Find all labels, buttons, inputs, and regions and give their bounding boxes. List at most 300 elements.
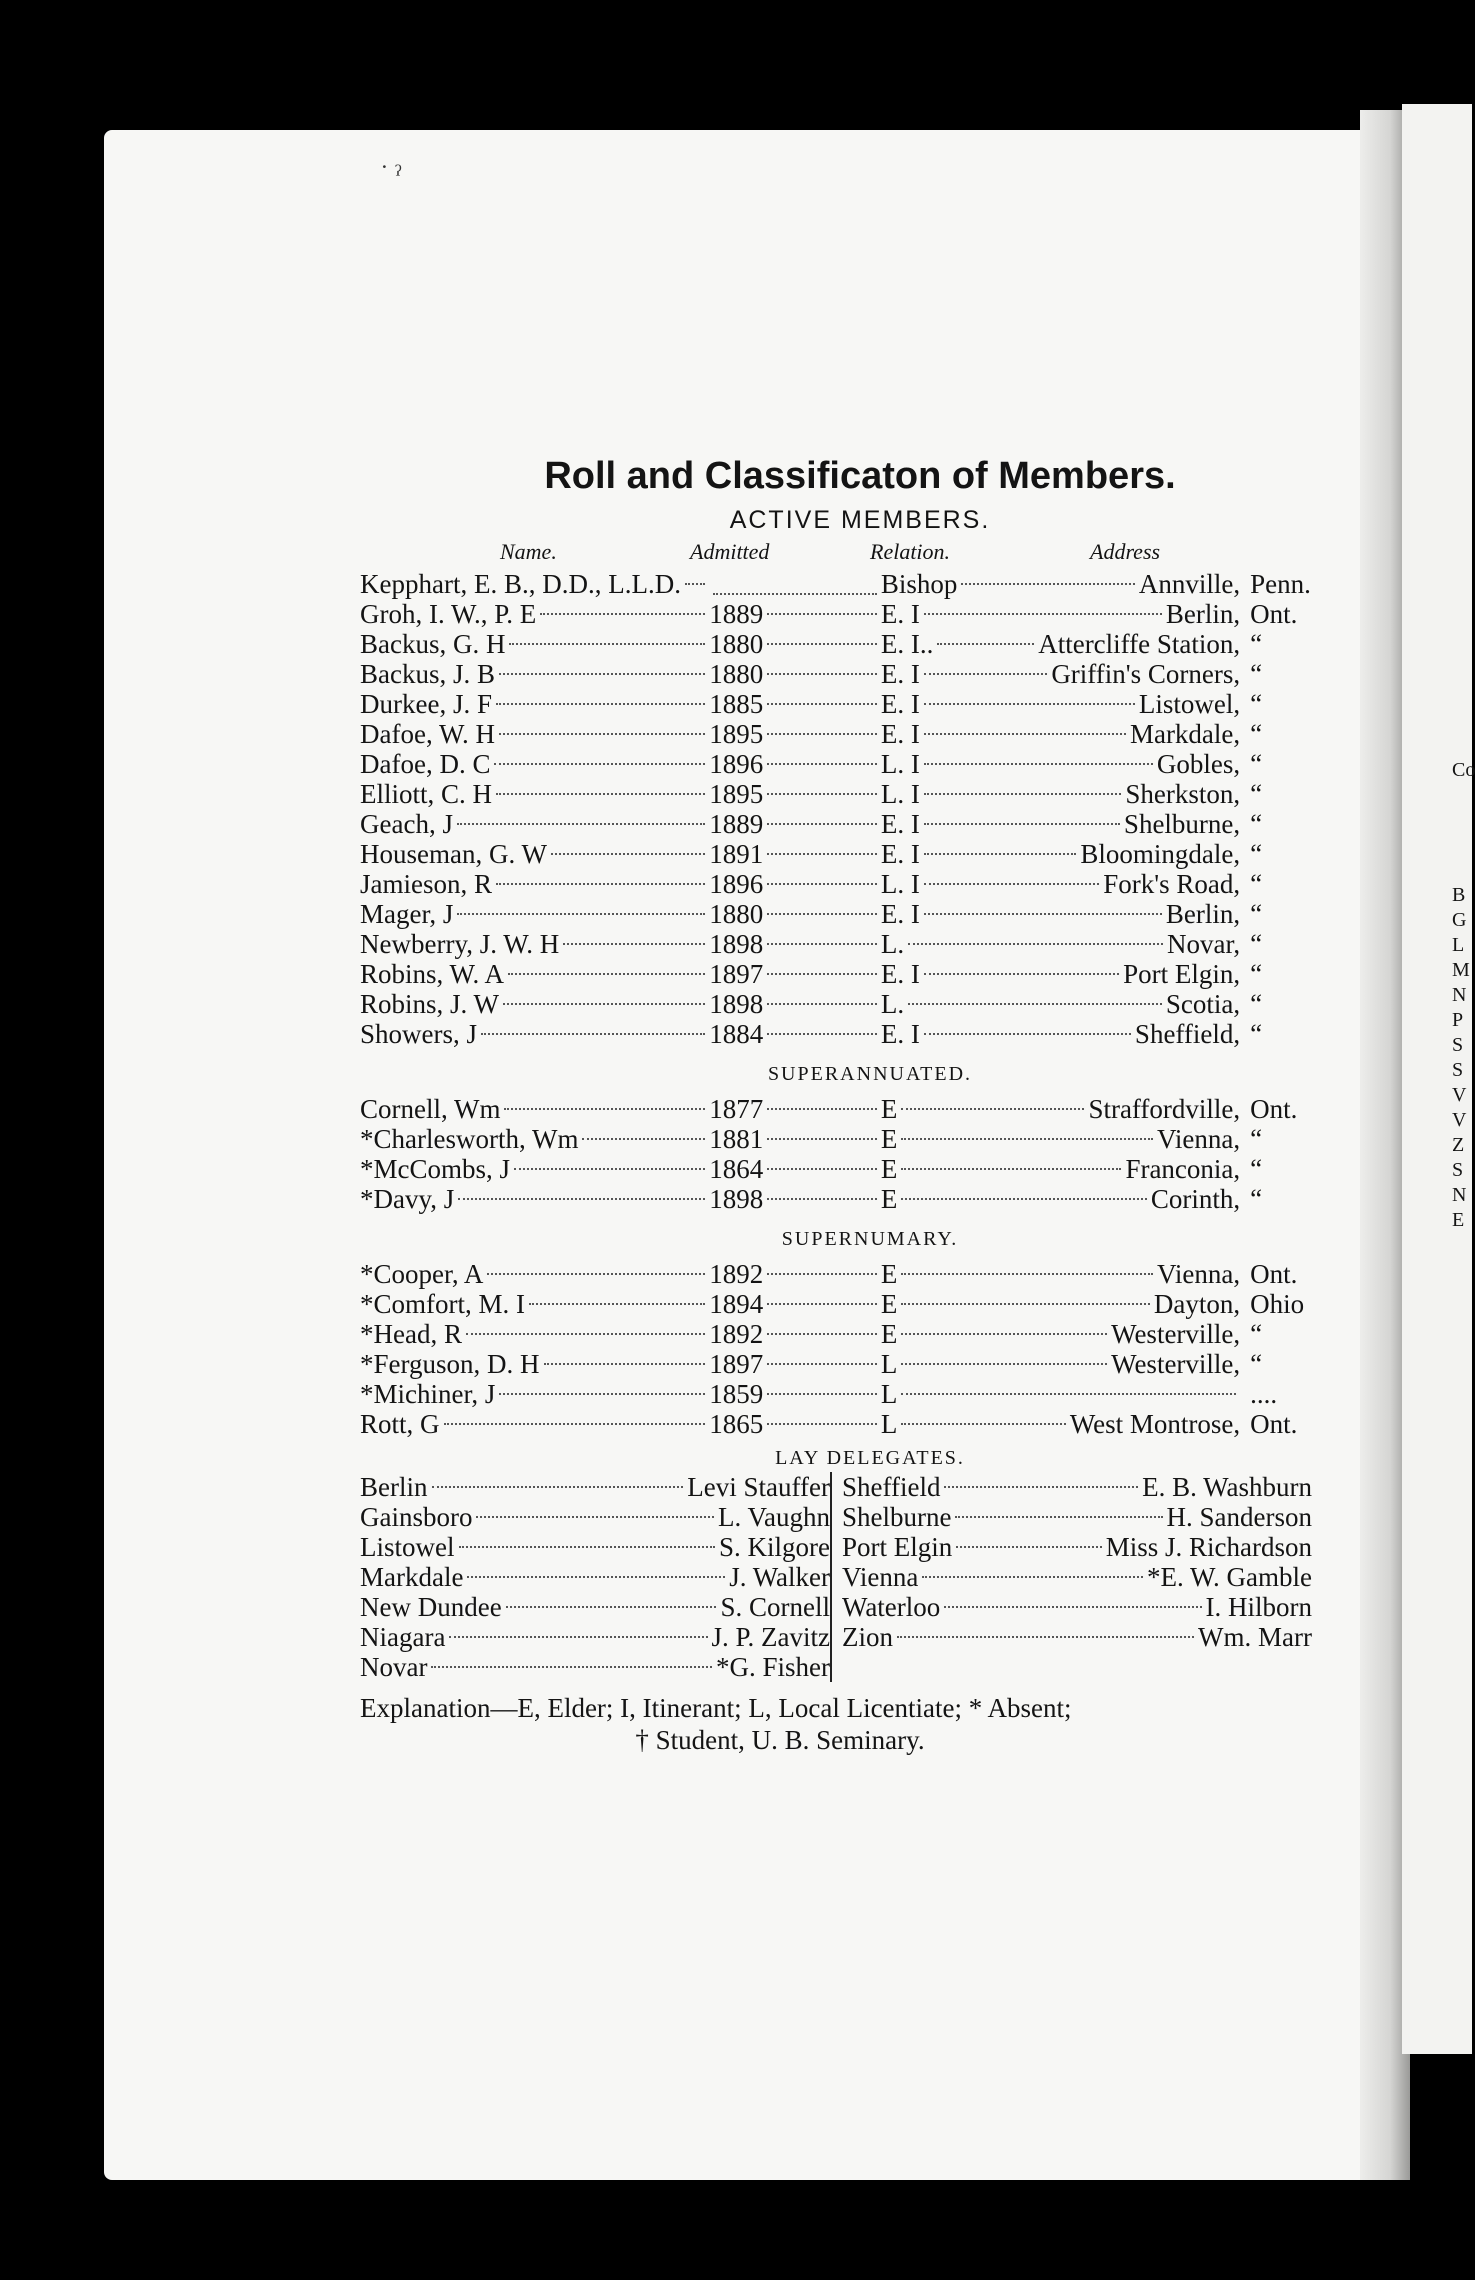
delegate-place: Berlin (360, 1472, 428, 1502)
adjacent-page-letter: V (1452, 1084, 1467, 1106)
member-address: Fork's Road, (1103, 869, 1241, 899)
leader-dots (767, 853, 877, 855)
member-relation: L. I (880, 749, 920, 779)
delegate-place: Shelburne (842, 1502, 952, 1532)
member-admitted-cell (709, 809, 881, 839)
member-admitted-cell (709, 1289, 881, 1319)
member-address: Novar, (1167, 929, 1241, 959)
delegate-place: Gainsboro (360, 1502, 473, 1532)
member-admitted-cell (709, 719, 881, 749)
member-name-cell (360, 689, 709, 719)
leader-dots (944, 1486, 1138, 1488)
member-row (360, 1409, 1320, 1439)
member-relation-address-cell (881, 1379, 1240, 1409)
member-region: “ (1250, 989, 1263, 1019)
member-admitted: 1880 (709, 899, 764, 929)
leader-dots (901, 1423, 1065, 1425)
superannuated-list (360, 1094, 1320, 1214)
member-admitted: 1864 (709, 1154, 764, 1184)
member-address: West Montrose, (1069, 1409, 1241, 1439)
leader-dots (924, 823, 1120, 825)
member-address: Vienna, (1157, 1124, 1241, 1154)
member-admitted-cell (709, 1349, 881, 1379)
member-address: Straffordville, (1088, 1094, 1241, 1124)
adjacent-page-letter: B (1452, 884, 1466, 906)
leader-dots (901, 1393, 1236, 1395)
delegate-place: Novar (360, 1652, 428, 1682)
delegate-name: Wm. Marr (1198, 1622, 1312, 1652)
member-admitted: 1895 (709, 719, 764, 749)
leader-dots (901, 1138, 1153, 1140)
member-admitted: 1892 (709, 1259, 764, 1289)
member-row (360, 1319, 1320, 1349)
leader-dots (767, 913, 877, 915)
member-name: Showers, J (360, 1019, 478, 1049)
member-region: Penn. (1250, 569, 1311, 599)
lay-delegates-heading: LAY DELEGATES. (775, 1447, 965, 1469)
member-name-cell (360, 869, 709, 899)
leader-dots (487, 1273, 705, 1275)
member-name-cell (360, 779, 709, 809)
member-relation-address-cell (881, 1124, 1240, 1154)
member-relation-address-cell (881, 599, 1240, 629)
member-relation: E (880, 1259, 898, 1289)
member-region: “ (1250, 959, 1263, 989)
leader-dots (496, 703, 705, 705)
member-name-cell (360, 1259, 709, 1289)
leader-dots (767, 973, 877, 975)
leader-dots (767, 1393, 877, 1395)
leader-dots (459, 1546, 716, 1548)
member-relation-address-cell (881, 629, 1240, 659)
leader-dots (924, 793, 1122, 795)
member-relation-address-cell (881, 1184, 1240, 1214)
member-relation-address-cell (881, 569, 1240, 599)
adjacent-page-letter: S (1452, 1034, 1464, 1056)
member-relation-address-cell (881, 1019, 1240, 1049)
leader-dots (767, 1363, 877, 1365)
member-row (360, 689, 1320, 719)
leader-dots (503, 1003, 705, 1005)
member-name: Houseman, G. W (360, 839, 547, 869)
member-address: Berlin, (1165, 899, 1241, 929)
member-name: *McCombs, J (360, 1154, 511, 1184)
col-name-header: Name. (500, 539, 557, 564)
member-admitted-cell (709, 749, 881, 779)
member-relation: E. I (880, 1019, 920, 1049)
member-relation: L. (880, 929, 905, 959)
delegate-name: I. Hilborn (1205, 1592, 1312, 1622)
member-row (360, 959, 1320, 989)
adjacent-page-letter: V (1452, 1109, 1467, 1131)
leader-dots (499, 733, 705, 735)
member-name-cell (360, 719, 709, 749)
member-relation: E. I (880, 689, 920, 719)
delegate-place: New Dundee (360, 1592, 502, 1622)
member-region: “ (1250, 689, 1263, 719)
member-address: Bloomingdale, (1080, 839, 1241, 869)
member-row (360, 809, 1320, 839)
delegate-name: E. B. Washburn (1142, 1472, 1312, 1502)
member-name: *Ferguson, D. H (360, 1349, 540, 1379)
leader-dots (767, 883, 877, 885)
leader-dots (767, 1138, 877, 1140)
member-relation: E (880, 1289, 898, 1319)
member-address: Dayton, (1153, 1289, 1241, 1319)
member-relation: L (880, 1349, 898, 1379)
member-relation-address-cell (881, 839, 1240, 869)
leader-dots (924, 673, 1047, 675)
lay-delegate-row (360, 1502, 830, 1532)
leader-dots (924, 853, 1077, 855)
member-row (360, 749, 1320, 779)
member-admitted-cell (709, 1184, 881, 1214)
leader-dots (924, 973, 1119, 975)
member-name-cell (360, 899, 709, 929)
member-address: Attercliffe Station, (1038, 629, 1241, 659)
member-relation-address-cell (881, 689, 1240, 719)
leader-dots (504, 1108, 705, 1110)
member-address: Markdale, (1129, 719, 1241, 749)
adjacent-page-letter: P (1452, 1009, 1464, 1031)
member-admitted: 1885 (709, 689, 764, 719)
leader-dots (767, 943, 877, 945)
member-row (360, 1019, 1320, 1049)
delegate-name: *E. W. Gamble (1147, 1562, 1312, 1592)
leader-dots (540, 613, 705, 615)
leader-dots (955, 1516, 1162, 1518)
member-region: “ (1250, 1019, 1263, 1049)
member-admitted: 1895 (709, 779, 764, 809)
member-admitted: 1865 (709, 1409, 764, 1439)
leader-dots (767, 1198, 877, 1200)
leader-dots (908, 1003, 1162, 1005)
member-address: Westerville, (1111, 1349, 1241, 1379)
member-admitted-cell (709, 1124, 881, 1154)
member-address: Franconia, (1125, 1154, 1241, 1184)
leader-dots (901, 1363, 1107, 1365)
leader-dots (937, 643, 1034, 645)
lay-delegate-row (842, 1562, 1312, 1592)
member-admitted: 1898 (709, 989, 764, 1019)
explanation-line-1: Explanation—E, Elder; I, Itinerant; L, Local Licentiate; * Absent; (360, 1693, 1072, 1723)
member-relation-address-cell (881, 1319, 1240, 1349)
member-name-cell (360, 839, 709, 869)
member-name: Rott, G (360, 1409, 440, 1439)
member-relation: L. I (880, 869, 920, 899)
leader-dots (551, 853, 705, 855)
page-title: Roll and Classificaton of Members. (544, 455, 1176, 497)
adjacent-page-strip (1402, 104, 1475, 2054)
member-region: “ (1250, 749, 1263, 779)
member-admitted-cell (709, 593, 881, 595)
delegate-name: S. Cornell (720, 1592, 830, 1622)
member-name-cell (360, 1184, 709, 1214)
member-region: “ (1250, 839, 1263, 869)
leader-dots (767, 1333, 877, 1335)
delegate-place: Vienna (842, 1562, 919, 1592)
member-name: Kepphart, E. B., D.D., L.L.D. (360, 569, 681, 599)
member-name-cell (360, 1289, 709, 1319)
member-address: Berlin, (1165, 599, 1241, 629)
member-name: Robins, W. A (360, 959, 505, 989)
leader-dots (924, 613, 1162, 615)
delegate-place: Port Elgin (842, 1532, 953, 1562)
member-region: Ont. (1250, 1409, 1298, 1439)
leader-dots (924, 1033, 1131, 1035)
member-region: “ (1250, 1124, 1263, 1154)
member-admitted-cell (709, 599, 881, 629)
leader-dots (901, 1333, 1107, 1335)
member-name-cell (360, 1019, 709, 1049)
column-headers (360, 537, 1320, 569)
leader-dots (767, 1108, 877, 1110)
member-relation: Bishop (880, 569, 958, 599)
member-row (360, 779, 1320, 809)
member-row (360, 629, 1320, 659)
member-address: Sherkston, (1125, 779, 1241, 809)
leader-dots (499, 1393, 705, 1395)
leader-dots (924, 763, 1153, 765)
member-admitted-cell (709, 1259, 881, 1289)
leader-dots (506, 1606, 717, 1608)
member-row (360, 1184, 1320, 1214)
member-admitted: 1896 (709, 869, 764, 899)
member-relation-address-cell (881, 1094, 1240, 1124)
col-admitted-header: Admitted (690, 539, 770, 564)
member-name: *Michiner, J (360, 1379, 496, 1409)
explanation-line-2: † Student, U. B. Seminary. (635, 1725, 925, 1755)
leader-dots (767, 1033, 877, 1035)
member-name: Mager, J (360, 899, 454, 929)
leader-dots (901, 1303, 1150, 1305)
member-name: Robins, J. W (360, 989, 500, 1019)
lay-delegate-row (360, 1622, 830, 1652)
leader-dots (944, 1606, 1201, 1608)
member-row (360, 1349, 1320, 1379)
delegate-place: Niagara (360, 1622, 446, 1652)
lay-delegates-table (360, 1472, 1320, 1682)
lay-delegate-row (842, 1472, 1312, 1502)
member-region: “ (1250, 779, 1263, 809)
member-address: Shelburne, (1123, 809, 1241, 839)
leader-dots (467, 1576, 725, 1578)
member-region: Ont. (1250, 1259, 1298, 1289)
member-relation: E. I (880, 719, 920, 749)
lay-delegates-left-column (360, 1472, 830, 1682)
member-name-cell (360, 1094, 709, 1124)
member-region: “ (1250, 899, 1263, 929)
member-admitted-cell (709, 1154, 881, 1184)
member-region: “ (1250, 929, 1263, 959)
member-relation-address-cell (881, 1289, 1240, 1319)
member-admitted: 1897 (709, 1349, 764, 1379)
col-relation-header: Relation. (870, 539, 951, 564)
member-name: Groh, I. W., P. E (360, 599, 537, 629)
leader-dots (509, 643, 705, 645)
leader-dots (466, 1333, 705, 1335)
leader-dots (767, 1168, 877, 1170)
member-admitted-cell (709, 629, 881, 659)
member-admitted-cell (709, 989, 881, 1019)
supernumary-list (360, 1259, 1320, 1439)
member-admitted: 1892 (709, 1319, 764, 1349)
lay-delegate-row (842, 1502, 1312, 1532)
leader-dots (924, 703, 1135, 705)
member-name-cell (360, 659, 709, 689)
member-name: Geach, J (360, 809, 453, 839)
member-region: Ont. (1250, 1094, 1298, 1124)
leader-dots (901, 1198, 1146, 1200)
member-row (360, 719, 1320, 749)
member-relation: L (880, 1409, 898, 1439)
member-admitted-cell (709, 1094, 881, 1124)
leader-dots (924, 913, 1162, 915)
member-admitted: 1884 (709, 1019, 764, 1049)
member-region: Ont. (1250, 599, 1298, 629)
member-address: Annville, (1138, 569, 1241, 599)
member-region: “ (1250, 1319, 1263, 1349)
member-relation-address-cell (881, 989, 1240, 1019)
leader-dots (767, 613, 877, 615)
leader-dots (908, 943, 1163, 945)
adjacent-page-letter: N (1452, 984, 1467, 1006)
leader-dots (514, 1168, 705, 1170)
member-row (360, 899, 1320, 929)
leader-dots (496, 793, 705, 795)
member-address: Griffin's Corners, (1051, 659, 1241, 689)
leader-dots (499, 673, 705, 675)
member-relation-address-cell (881, 929, 1240, 959)
delegate-name: L. Vaughn (718, 1502, 830, 1532)
member-relation: E. I (880, 659, 920, 689)
leader-dots (496, 883, 705, 885)
member-region: “ (1250, 659, 1263, 689)
member-admitted: 1880 (709, 659, 764, 689)
leader-dots (481, 1033, 705, 1035)
lay-delegate-row (360, 1592, 830, 1622)
member-row (360, 1154, 1320, 1184)
member-admitted-cell (709, 1409, 881, 1439)
member-relation: L. (880, 989, 905, 1019)
member-name: *Cooper, A (360, 1259, 484, 1289)
member-admitted: 1859 (709, 1379, 764, 1409)
adjacent-page-letter: S (1452, 1059, 1464, 1081)
member-row (360, 839, 1320, 869)
supernumary-heading: SUPERNUMARY. (781, 1228, 959, 1250)
lay-delegates-right-column (830, 1472, 1312, 1682)
member-relation: E (880, 1124, 898, 1154)
leader-dots (767, 1303, 877, 1305)
member-relation-address-cell (881, 959, 1240, 989)
member-admitted: 1889 (709, 809, 764, 839)
delegate-place: Waterloo (842, 1592, 941, 1622)
leader-dots (767, 733, 877, 735)
leader-dots (449, 1636, 707, 1638)
stray-pen-mark: ˙ ˀ (380, 160, 402, 189)
member-relation-address-cell (881, 1409, 1240, 1439)
adjacent-page-letter: S (1452, 1159, 1464, 1181)
member-relation: E (880, 1094, 898, 1124)
leader-dots (563, 943, 705, 945)
member-address: Port Elgin, (1123, 959, 1241, 989)
member-admitted: 1880 (709, 629, 764, 659)
member-row (360, 1094, 1320, 1124)
member-relation-address-cell (881, 719, 1240, 749)
adjacent-page-letter: E (1452, 1209, 1465, 1231)
leader-dots (767, 643, 877, 645)
document-page (360, 455, 1320, 1756)
member-name: Dafoe, D. C (360, 749, 491, 779)
leader-dots (476, 1516, 714, 1518)
adjacent-page-letter: Z (1452, 1134, 1465, 1156)
member-relation: E (880, 1319, 898, 1349)
member-row (360, 569, 1320, 599)
leader-dots (901, 1168, 1121, 1170)
member-name-cell (360, 959, 709, 989)
leader-dots (924, 733, 1126, 735)
leader-dots (767, 1273, 877, 1275)
member-region: “ (1250, 869, 1263, 899)
member-admitted-cell (709, 779, 881, 809)
member-region: “ (1250, 719, 1263, 749)
member-admitted-cell (709, 839, 881, 869)
leader-dots (529, 1303, 705, 1305)
member-name-cell (360, 1349, 709, 1379)
member-admitted-cell (709, 689, 881, 719)
lay-delegate-row (842, 1532, 1312, 1562)
member-name: *Head, R (360, 1319, 462, 1349)
active-members-heading: ACTIVE MEMBERS. (729, 506, 991, 534)
superannuated-heading: SUPERANNUATED. (767, 1063, 973, 1085)
member-row (360, 1289, 1320, 1319)
leader-dots (961, 583, 1134, 585)
member-admitted-cell (709, 869, 881, 899)
member-region: “ (1250, 1349, 1263, 1379)
member-name: *Charlesworth, Wm (360, 1124, 579, 1154)
member-region: .... (1250, 1379, 1278, 1409)
member-relation: E. I (880, 959, 920, 989)
lay-delegate-row (360, 1562, 830, 1592)
member-name: Cornell, Wm (360, 1094, 501, 1124)
member-admitted: 1897 (709, 959, 764, 989)
leader-dots (922, 1576, 1143, 1578)
adjacent-page-letter: G (1452, 909, 1467, 931)
delegate-place: Sheffield (842, 1472, 941, 1502)
member-name: *Davy, J (360, 1184, 455, 1214)
member-row (360, 659, 1320, 689)
member-relation: E. I.. (880, 629, 934, 659)
lay-delegate-row (842, 1622, 1312, 1652)
member-name-cell (360, 1124, 709, 1154)
leader-dots (956, 1546, 1101, 1548)
member-admitted: 1898 (709, 929, 764, 959)
leader-dots (901, 1108, 1084, 1110)
member-relation: E. I (880, 809, 920, 839)
member-admitted-cell (709, 659, 881, 689)
member-admitted-cell (709, 1319, 881, 1349)
member-name-cell (360, 1319, 709, 1349)
member-relation-address-cell (881, 899, 1240, 929)
member-name: *Comfort, M. I (360, 1289, 525, 1319)
member-region: “ (1250, 629, 1263, 659)
member-admitted: 1898 (709, 1184, 764, 1214)
leader-dots (431, 1666, 712, 1668)
member-relation-address-cell (881, 659, 1240, 689)
member-row (360, 989, 1320, 1019)
leader-dots (767, 793, 877, 795)
member-name-cell (360, 809, 709, 839)
